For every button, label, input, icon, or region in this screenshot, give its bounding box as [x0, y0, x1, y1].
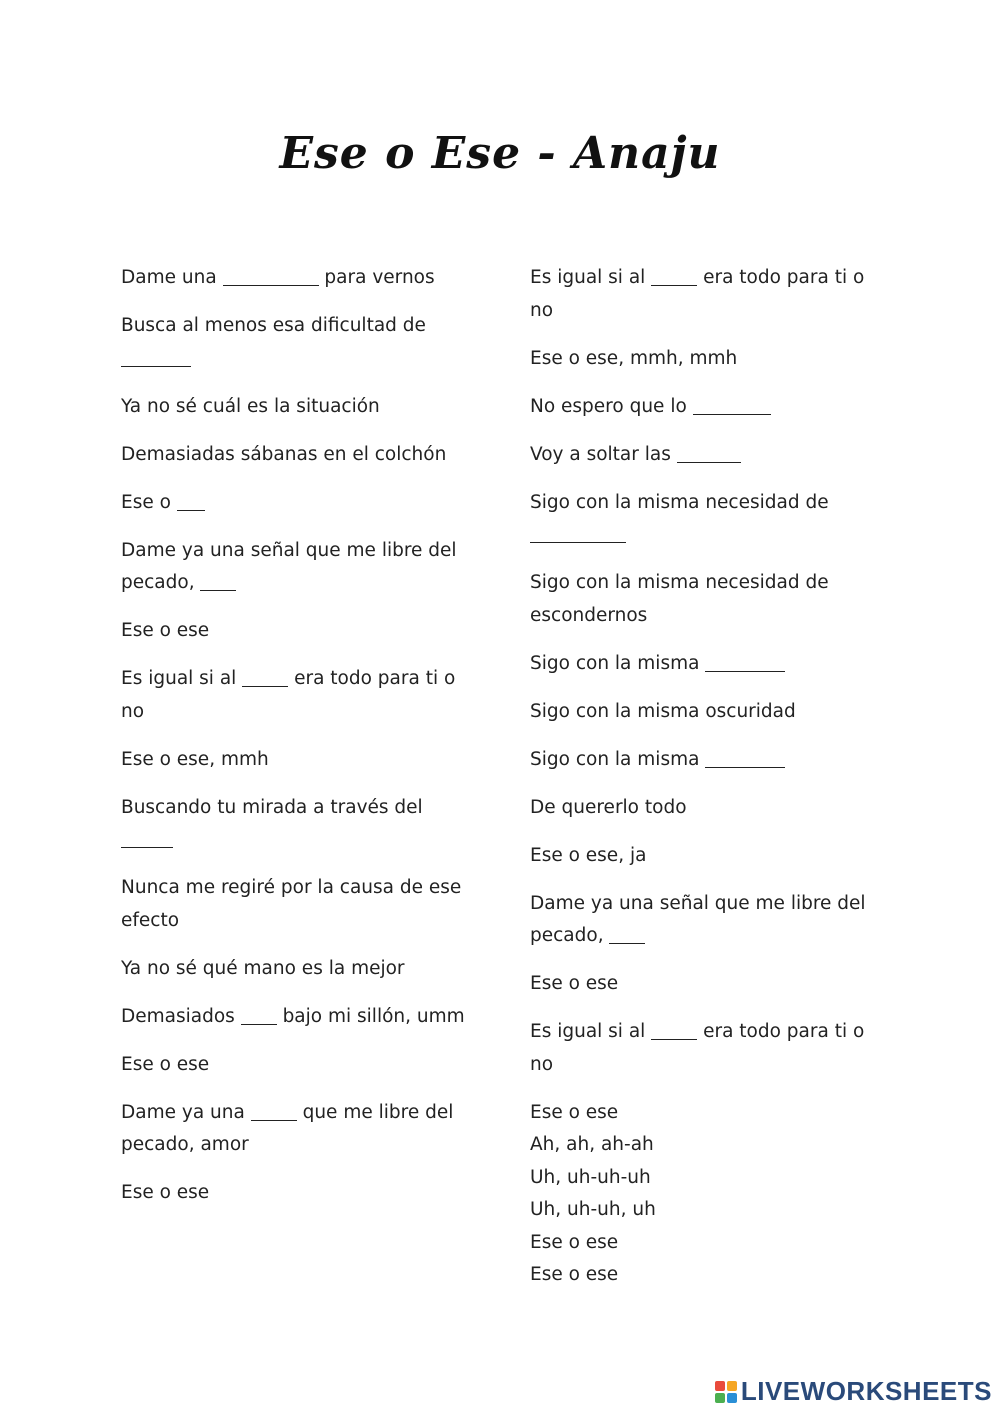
lyric-text: Dame ya una señal que me libre del pecado, — [121, 539, 457, 593]
lyric-stanza — [530, 696, 885, 729]
lyric-text: para vernos — [318, 267, 435, 288]
lyric-stanza — [121, 487, 477, 520]
lyric-text: Dame ya una — [121, 1101, 251, 1123]
lyric-stanza — [530, 968, 885, 1001]
lyric-stanza — [530, 567, 885, 632]
fill-in-blank[interactable] — [241, 1004, 277, 1025]
lyric-text: Ese o ese — [121, 620, 210, 641]
lyric-line: Uh, uh-uh-uh — [530, 1166, 651, 1188]
lyrics-column-right — [530, 262, 885, 1307]
lyric-text: Es igual si al — [530, 1021, 652, 1042]
fill-in-blank[interactable] — [200, 570, 236, 591]
lyric-text: De quererlo todo — [530, 796, 687, 818]
lyric-text: Ese o ese, mmh — [121, 748, 269, 770]
fill-in-blank[interactable] — [121, 827, 173, 848]
lyric-text: Nunca me regiré por la causa de ese efecto — [121, 877, 462, 931]
lyric-line: Ese o ese — [530, 1101, 619, 1123]
lyric-stanza — [530, 888, 885, 953]
lyric-text: Dame una — [121, 267, 223, 288]
fill-in-blank[interactable] — [651, 265, 697, 286]
lyric-text: Es igual si al — [121, 668, 243, 689]
lyric-text: Sigo con la misma necesidad de escondernos — [530, 572, 829, 626]
lyric-stanza — [121, 615, 477, 648]
fill-in-blank[interactable] — [177, 490, 205, 511]
lyric-stanza — [530, 391, 885, 424]
lyric-stanza — [530, 487, 885, 552]
fill-in-blank[interactable] — [693, 394, 771, 415]
fill-in-blank[interactable] — [705, 651, 785, 672]
lyric-stanza — [530, 1097, 885, 1292]
lyric-stanza — [121, 744, 477, 777]
lyric-stanza — [121, 792, 477, 857]
lyric-text: Ese o ese — [121, 1182, 210, 1203]
lyric-stanza — [121, 535, 477, 600]
logo-square — [715, 1381, 725, 1391]
lyric-stanza — [121, 663, 477, 728]
lyric-stanza — [121, 439, 477, 472]
lyric-text: era todo para ti o no — [530, 1021, 865, 1075]
lyric-line: Ah, ah, ah-ah — [530, 1134, 654, 1155]
lyric-text: Demasiadas sábanas en el colchón — [121, 443, 447, 465]
fill-in-blank[interactable] — [121, 346, 191, 367]
lyrics-column-left — [121, 262, 477, 1225]
liveworksheets-brand: LIVEWORKSHEETS — [740, 1376, 992, 1406]
lyric-text: Voy a soltar las — [530, 443, 677, 465]
lyric-text: Buscando tu mirada a través del — [121, 796, 423, 818]
lyric-stanza — [121, 262, 477, 295]
fill-in-blank[interactable] — [251, 1100, 297, 1121]
lyric-stanza — [121, 1177, 477, 1210]
lyric-stanza — [530, 744, 885, 777]
lyric-text: Dame ya una señal que me libre del pecado, — [530, 892, 866, 946]
lyric-text: Sigo con la misma oscuridad — [530, 700, 796, 722]
lyric-text: No espero que lo — [530, 395, 693, 417]
lyric-stanza — [530, 648, 885, 681]
lyric-stanza — [121, 1049, 477, 1082]
lyric-text: que me libre del pecado, amor — [121, 1101, 454, 1155]
fill-in-blank[interactable] — [705, 747, 785, 768]
lyric-text: Sigo con la misma — [530, 748, 706, 770]
lyric-text: Ya no sé qué mano es la mejor — [121, 957, 405, 979]
lyric-line: Ese o ese — [530, 1231, 619, 1253]
fill-in-blank[interactable] — [677, 442, 741, 463]
lyric-stanza — [530, 343, 885, 376]
logo-square — [715, 1393, 725, 1403]
lyric-text: Demasiados — [121, 1005, 241, 1027]
lyric-stanza — [530, 792, 885, 825]
lyric-text: Busca al menos esa dificultad de — [121, 315, 426, 336]
lyric-stanza — [530, 1016, 885, 1081]
lyric-text: Ese o ese — [530, 973, 619, 994]
lyric-text: Ese o — [121, 491, 177, 513]
lyric-stanza — [121, 872, 477, 937]
lyric-text: era todo para ti o no — [121, 668, 456, 722]
lyric-line: Uh, uh-uh, uh — [530, 1199, 656, 1220]
lyric-text: Sigo con la misma necesidad de — [530, 491, 829, 513]
lyric-text: era todo para ti o no — [530, 267, 865, 321]
lyric-stanza — [121, 1001, 477, 1034]
lyric-stanza — [121, 1097, 477, 1162]
lyric-stanza — [530, 439, 885, 472]
lyric-line: Ese o ese — [530, 1264, 619, 1285]
lyric-stanza — [121, 310, 477, 375]
logo-square — [727, 1393, 737, 1403]
lyric-text: Ese o ese, mmh, mmh — [530, 347, 738, 369]
lyric-text: Ese o ese — [121, 1053, 210, 1075]
lyric-text: Es igual si al — [530, 267, 652, 288]
liveworksheets-logo-icon — [715, 1381, 737, 1403]
lyric-stanza — [530, 262, 885, 327]
lyric-stanza — [121, 391, 477, 424]
fill-in-blank[interactable] — [242, 666, 288, 687]
fill-in-blank[interactable] — [530, 522, 626, 543]
lyric-text: Ya no sé cuál es la situación — [121, 395, 380, 417]
lyric-stanza — [530, 840, 885, 873]
logo-square — [727, 1381, 737, 1391]
lyric-stanza — [121, 953, 477, 986]
fill-in-blank[interactable] — [609, 923, 645, 944]
lyric-text: Ese o ese, ja — [530, 844, 647, 866]
lyric-text: bajo mi sillón, umm — [276, 1005, 465, 1027]
fill-in-blank[interactable] — [223, 265, 319, 286]
liveworksheets-footer — [715, 1376, 992, 1407]
lyric-text: Sigo con la misma — [530, 652, 706, 674]
worksheet-title: Ese o Ese - Anaju — [279, 128, 721, 179]
fill-in-blank[interactable] — [651, 1019, 697, 1040]
